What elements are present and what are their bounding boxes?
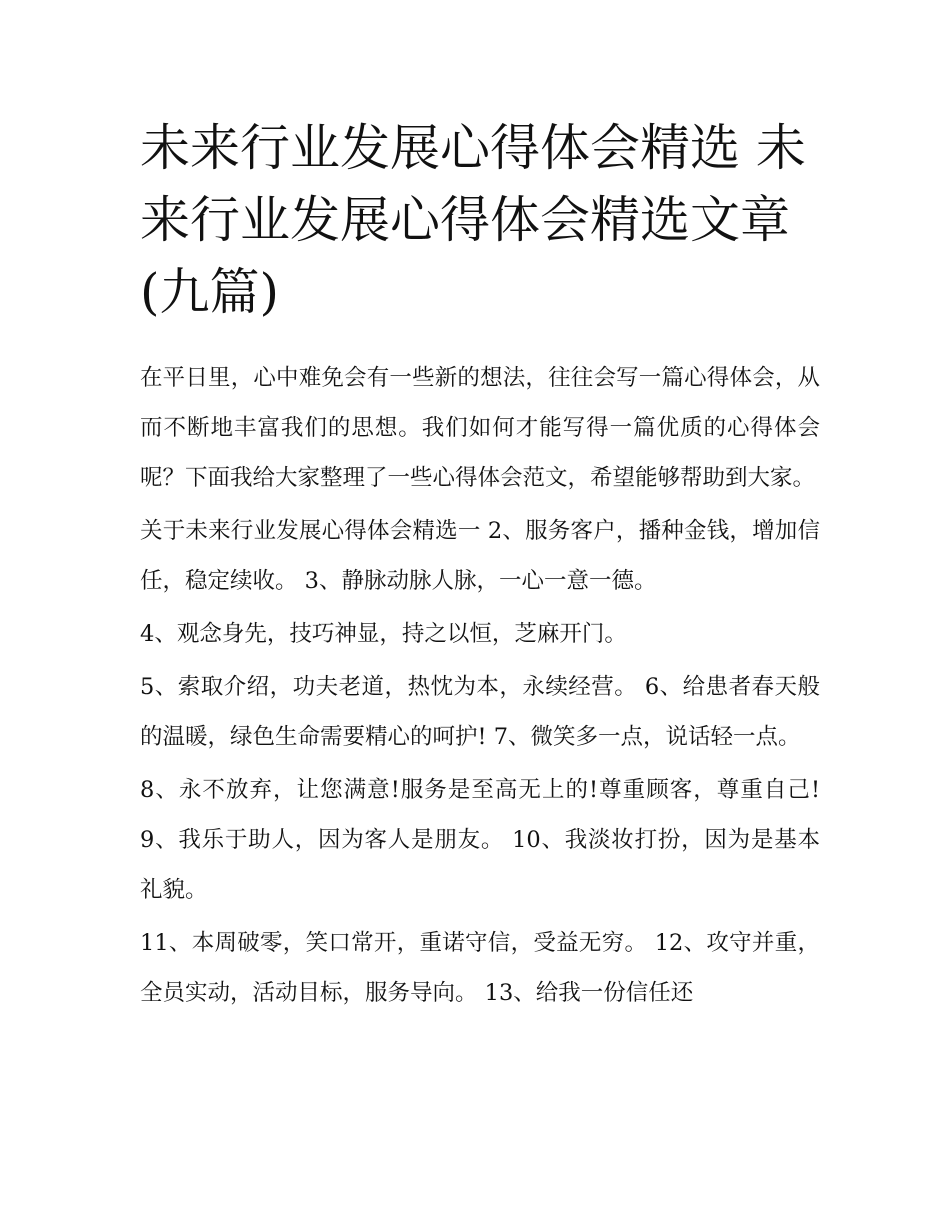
document-body xyxy=(140,353,820,1021)
body-paragraph: 11、本周破零，笑口常开，重诺守信，受益无穷。 12、攻守并重，全员实动，活动目标，服务导向。 13、给我一份信任还 xyxy=(140,930,820,1006)
document-title: 未来行业发展心得体会精选 未来行业发展心得体会精选文章(九篇) xyxy=(140,119,806,321)
body-paragraph: 5、索取介绍，功夫老道，热忱为本，永续经营。 6、给患者春天般的温暖，绿色生命需要精心的呵护! 7、微笑多一点，说话轻一点。 xyxy=(140,674,820,750)
body-paragraph: 关于未来行业发展心得体会精选一 2、服务客户，播种金钱，增加信任，稳定续收。 3、静脉动脉人脉，一心一意一德。 xyxy=(140,518,820,594)
body-paragraph: 8、永不放弃，让您满意!服务是至高无上的!尊重顾客，尊重自己! 9、我乐于助人，因为客人是朋友。 10、我淡妆打扮，因为是基本礼貌。 xyxy=(140,777,820,903)
intro-paragraph: 在平日里，心中难免会有一些新的想法，往往会写一篇心得体会，从而不断地丰富我们的思想。我们如何才能写得一篇优质的心得体会呢？下面我给大家整理了一些心得体会范文，希望能够帮助到大家。 xyxy=(140,365,820,491)
body-paragraph: 4、观念身先，技巧神显，持之以恒，芝麻开门。 xyxy=(140,621,627,647)
